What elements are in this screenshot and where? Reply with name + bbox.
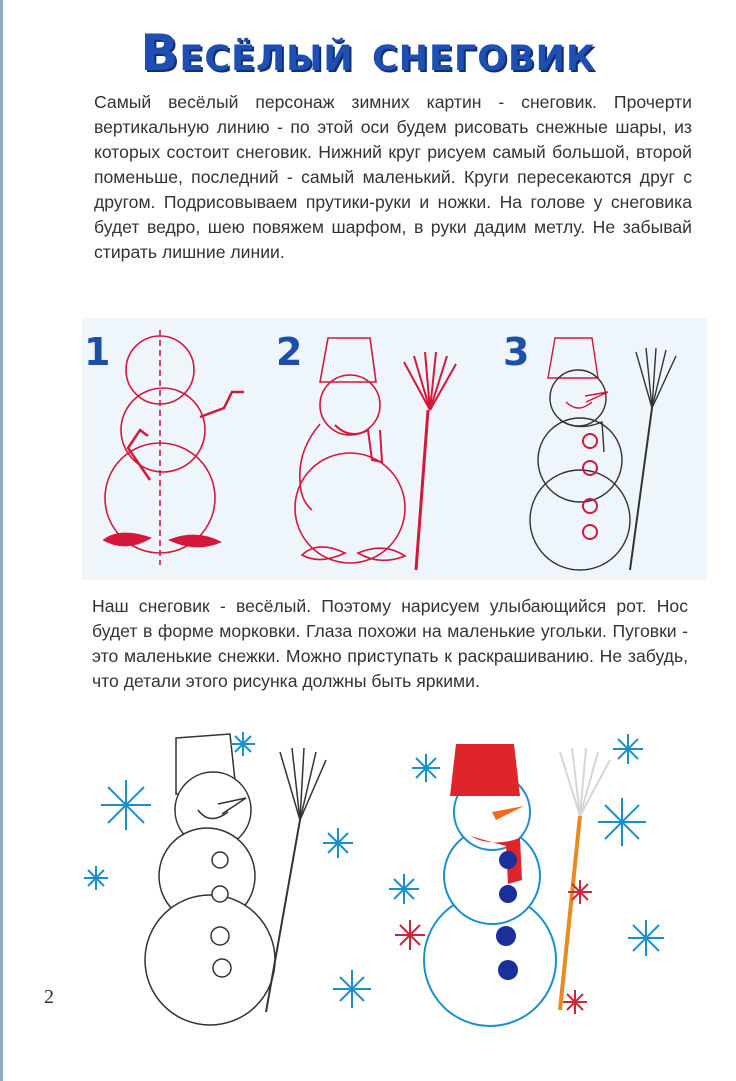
step-number-1: 1 xyxy=(84,330,111,374)
step-number-3: 3 xyxy=(503,330,530,374)
coloring-paragraph: Наш снеговик - весёлый. Поэтому нарисуем улыбающийся рот. Нос будет в форме морковки. Глаза похожи на маленькие угольки. Пуговки - это маленькие снежки. Можно приступать к раскрашиванию. Не забудь, что детали этого рисунка должны быть яркими. xyxy=(92,596,688,691)
page-title: Весёлый снеговик xyxy=(140,24,596,82)
step-number-2: 2 xyxy=(276,330,303,374)
page-number: 2 xyxy=(44,986,54,1008)
intro-paragraph: Самый весёлый персонаж зимних картин - снеговик. Прочерти вертикальную линию - по этой оси будем рисовать снежные шары, из которых состоит снеговик. Нижний круг рисуем самый большой, второй поменьше, последний - самый маленький. Круги пересекаются друг с другом. Подрисовываем прутики-руки и ножки. На голове у снеговика будет ведро, шею повяжем шарфом, в руки дадим метлу. Не забывай стирать лишние линии. xyxy=(94,92,692,262)
